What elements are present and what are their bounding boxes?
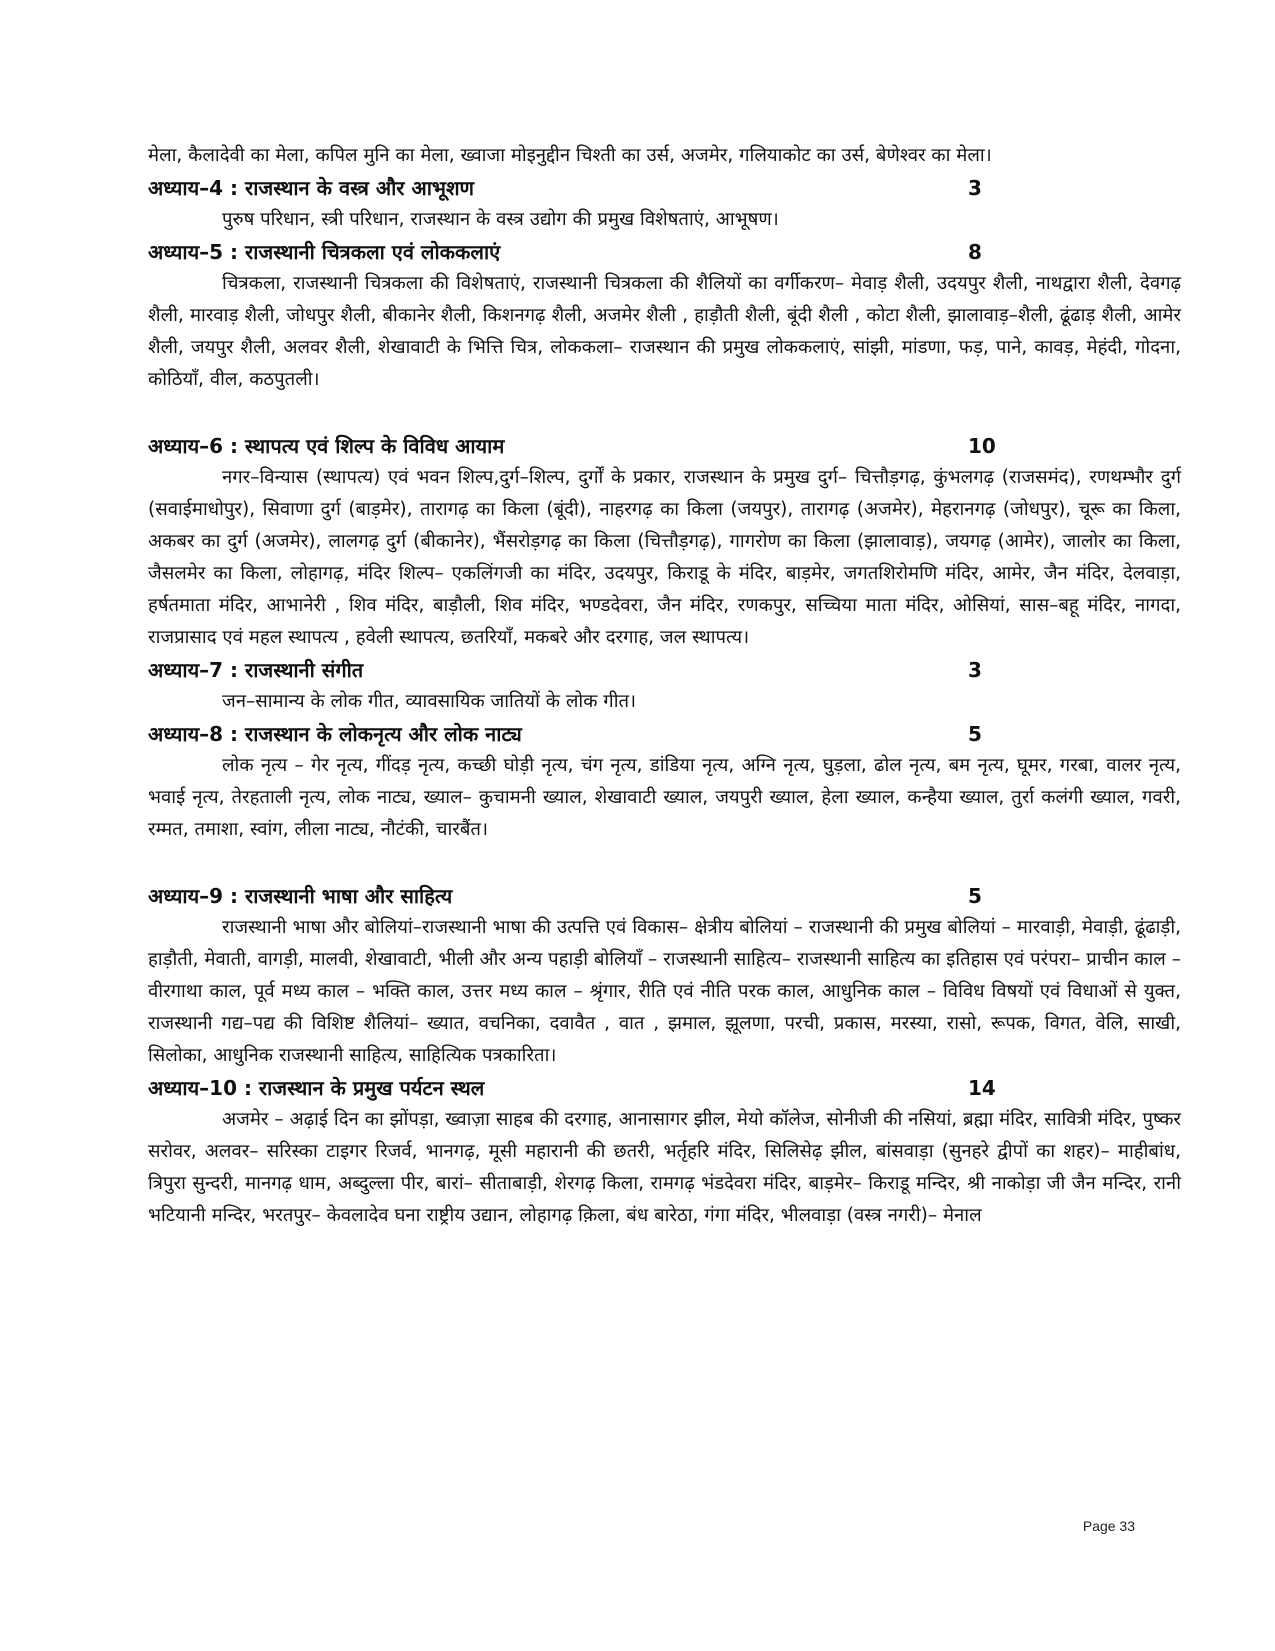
chapter-heading-6 bbox=[148, 430, 1181, 462]
chapter-body-9: राजस्थानी भाषा और बोलियां–राजस्थानी भाषा की उत्पत्ति एवं विकास– क्षेत्रीय बोलियां – राजस्थानी की प्रमुख बोलियां – मारवाड़ी, मेवाड़ी, ढूंढाड़ी, हाड़ौती, मेवाती, वागड़ी, मालवी, शेखावाटी, भीली और अन्य पहाड़ी बोलियाँ – राजस्थानी साहित्य– राजस्थानी साहित्य का इतिहास एवं परंपरा– प्राचीन काल – वीरगाथा काल, पूर्व मध्य काल – भक्ति काल, उत्तर मध्य काल – श्रृंगार, रीति एवं नीति परक काल, आधुनिक काल – विविध विषयों एवं विधाओं से युक्त, राजस्थानी गद्य–पद्य की विशिष्ट शैलियां– ख्यात, वचनिका, दवावैत , वात , झमाल, झूलणा, परची, प्रकास, मरस्या, रासो, रूपक, विगत, वेलि, साखी, सिलोका, आधुनिक राजस्थानी साहित्य, साहित्यिक पत्रकारिता। bbox=[148, 917, 1181, 1066]
chapter-title: अध्याय–10 : राजस्थान के प्रमुख पर्यटन स्थल bbox=[148, 1076, 485, 1100]
chapter-title: अध्याय–4 : राजस्थान के वस्त्र और आभूशण bbox=[148, 176, 475, 200]
chapter-body-7: जन–सामान्य के लोक गीत, व्यावसायिक जातियों के लोक गीत। bbox=[222, 691, 637, 712]
chapter-heading-9 bbox=[148, 880, 1181, 912]
chapter-marks: 3 bbox=[968, 176, 982, 200]
chapter-title: अध्याय–9 : राजस्थानी भाषा और साहित्य bbox=[148, 884, 453, 908]
chapter-marks: 10 bbox=[968, 434, 996, 458]
spacer bbox=[148, 396, 1181, 430]
chapter-marks: 5 bbox=[968, 722, 982, 746]
chapter-marks: 8 bbox=[968, 240, 982, 264]
document-page bbox=[148, 140, 1181, 1600]
chapter-title: अध्याय–7 : राजस्थानी संगीत bbox=[148, 658, 364, 682]
chapter-title: अध्याय–8 : राजस्थान के लोकनृत्य और लोक नाट्य bbox=[148, 722, 522, 746]
chapter-title: अध्याय–6 : स्थापत्य एवं शिल्प के विविध आयाम bbox=[148, 434, 505, 458]
chapter-heading-8 bbox=[148, 718, 1181, 750]
chapter-body-5: चित्रकला, राजस्थानी चित्रकला की विशेषताएं, राजस्थानी चित्रकला की शैलियों का वर्गीकरण– मेवाड़ शैली, उदयपुर शैली, नाथद्वारा शैली, देवगढ़ शैली, मारवाड़ शैली, जोधपुर शैली, बीकानेर शैली, किशनगढ़ शैली, अजमेर शैली , हाड़ौती शैली, बूंदी शैली , कोटा शैली, झालावाड़–शैली, ढूंढाड़ शैली, आमेर शैली, जयपुर शैली, अलवर शैली, शेखावाटी के भित्ति चित्र, लोककला– राजस्थान की प्रमुख लोककलाएं, सांझी, मांडणा, फड़, पाने, कावड़, मेहंदी, गोदना, कोठियाँ, वील, कठपुतली। bbox=[148, 273, 1181, 390]
chapter-body-4: पुरुष परिधान, स्त्री परिधान, राजस्थान के वस्त्र उद्योग की प्रमुख विशेषताएं, आभूषण। bbox=[222, 209, 779, 230]
chapter-marks: 14 bbox=[968, 1076, 996, 1100]
page-number: Page 33 bbox=[1082, 1518, 1135, 1534]
chapter-heading-7 bbox=[148, 654, 1181, 686]
chapter-marks: 5 bbox=[968, 884, 982, 908]
chapter-body-8: लोक नृत्य – गेर नृत्य, गींदड़ नृत्य, कच्छी घोड़ी नृत्य, चंग नृत्य, डांडिया नृत्य, अग्नि नृत्य, घुड़ला, ढोल नृत्य, बम नृत्य, घूमर, गरबा, वालर नृत्य, भवाई नृत्य, तेरहताली नृत्य, लोक नाट्य, ख्याल– कुचामनी ख्याल, शेखावाटी ख्याल, जयपुरी ख्याल, हेला ख्याल, कन्हैया ख्याल, तुर्रा कलंगी ख्याल, गवरी, रम्मत, तमाशा, स्वांग, लीला नाट्य, नौटंकी, चारबैंत। bbox=[148, 755, 1181, 840]
chapter-marks: 3 bbox=[968, 658, 982, 682]
intro-paragraph: मेला, कैलादेवी का मेला, कपिल मुनि का मेला, ख्वाजा मोइनुद्दीन चिश्ती का उर्स, अजमेर, गलियाकोट का उर्स, बेणेश्वर का मेला। bbox=[148, 145, 992, 166]
chapter-heading-4 bbox=[148, 172, 1181, 204]
spacer bbox=[148, 846, 1181, 880]
chapter-heading-5 bbox=[148, 236, 1181, 268]
chapter-body-6: नगर–विन्यास (स्थापत्य) एवं भवन शिल्प,दुर्ग–शिल्प, दुर्गों के प्रकार, राजस्थान के प्रमुख दुर्ग– चित्तौड़गढ़, कुंभलगढ़ (राजसमंद), रणथम्भौर दुर्ग (सवाईमाधोपुर), सिवाणा दुर्ग (बाड़मेर), तारागढ़ का किला (बूंदी), नाहरगढ़ का किला (जयपुर), तारागढ़ (अजमेर), मेहरानगढ़ (जोधपुर), चूरू का किला, अकबर का दुर्ग (अजमेर), लालगढ़ दुर्ग (बीकानेर), भैंसरोड़गढ़ का किला (चित्तौड़गढ़), गागरोण का किला (झालावाड़), जयगढ़ (आमेर), जालोर का किला, जैसलमेर का किला, लोहागढ़, मंदिर शिल्प– एकलिंगजी का मंदिर, उदयपुर, किराडू के मंदिर, बाड़मेर, जगतशिरोमणि मंदिर, आमेर, जैन मंदिर, देलवाड़ा, हर्षतमाता मंदिर, आभानेरी , शिव मंदिर, बाड़ौली, शिव मंदिर, भण्डदेवरा, जैन मंदिर, रणकपुर, सच्चिया माता मंदिर, ओसियां, सास–बहू मंदिर, नागदा, राजप्रासाद एवं महल स्थापत्य , हवेली स्थापत्य, छतरियाँ, मकबरे और दरगाह, जल स्थापत्य। bbox=[148, 467, 1181, 648]
chapter-title: अध्याय–5 : राजस्थानी चित्रकला एवं लोककलाएं bbox=[148, 240, 501, 264]
chapter-heading-10 bbox=[148, 1072, 1181, 1104]
chapter-body-10: अजमेर – अढ़ाई दिन का झोंपड़ा, ख्वाज़ा साहब की दरगाह, आनासागर झील, मेयो कॉलेज, सोनीजी की नसियां, ब्रह्मा मंदिर, सावित्री मंदिर, पुष्कर सरोवर, अलवर– सरिस्का टाइगर रिजर्व, भानगढ़, मूसी महारानी की छतरी, भर्तृहरि मंदिर, सिलिसेढ़ झील, बांसवाड़ा (सुनहरे द्वीपों का शहर)– माहीबांध, त्रिपुरा सुन्दरी, मानगढ़ धाम, अब्दुल्ला पीर, बारां– सीताबाड़ी, शेरगढ़ किला, रामगढ़ भंडदेवरा मंदिर, बाड़मेर– किराडू मन्दिर, श्री नाकोड़ा जी जैन मन्दिर, रानी भटियानी मन्दिर, भरतपुर– केवलादेव घना राष्ट्रीय उद्यान, लोहागढ़ क़िला, बंध बारेठा, गंगा मंदिर, भीलवाड़ा (वस्त्र नगरी)– मेनाल bbox=[148, 1109, 1181, 1226]
